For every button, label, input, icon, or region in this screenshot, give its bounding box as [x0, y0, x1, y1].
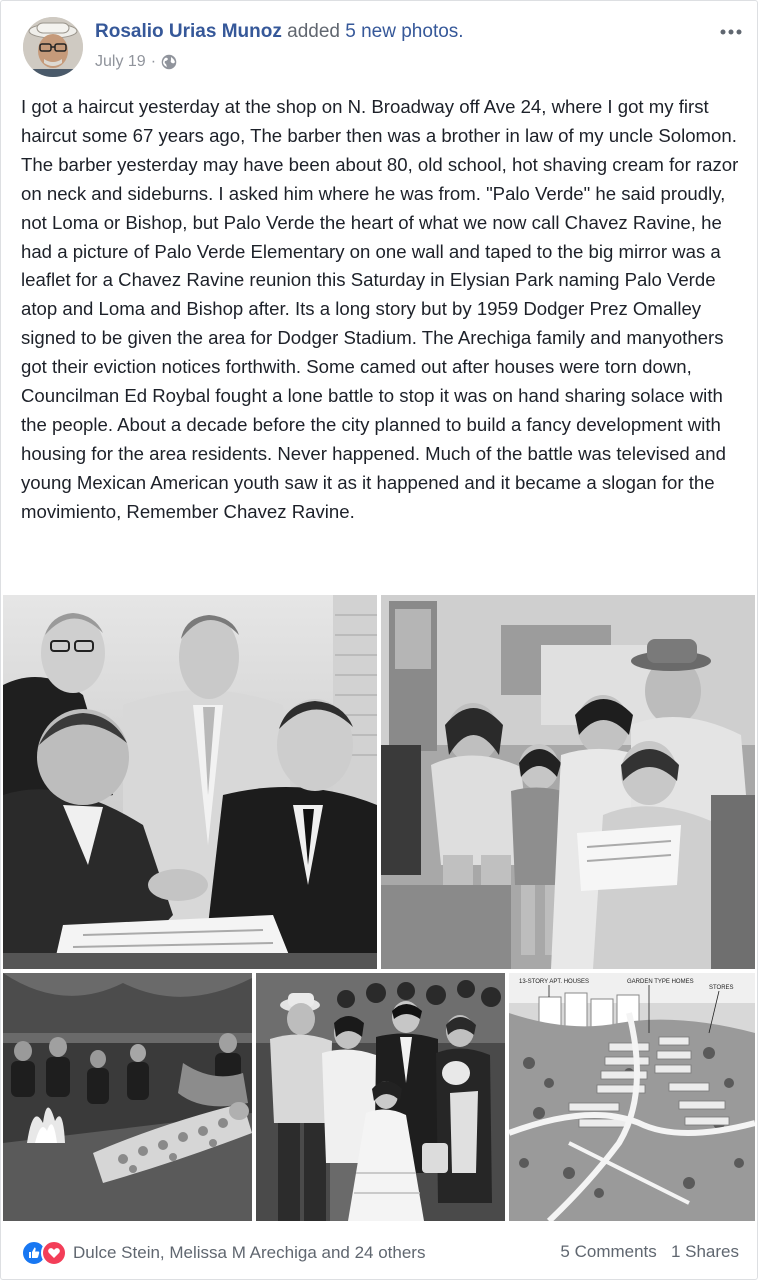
map-label-apartments: 13-STORY APT. HOUSES [519, 979, 590, 985]
post-date[interactable]: July 19 [95, 53, 146, 70]
globe-icon[interactable] [161, 54, 177, 70]
author-avatar[interactable] [23, 17, 83, 77]
post-meta [95, 53, 177, 71]
post-footer [21, 1237, 739, 1269]
date-separator: · [150, 53, 157, 70]
post-header [23, 17, 743, 79]
reactors-text[interactable]: Dulce Stein, Melissa M Arechiga and 24 others [73, 1243, 426, 1262]
more-options-icon[interactable] [719, 19, 743, 39]
map-label-garden-homes: GARDEN TYPE HOMES [627, 979, 694, 985]
photo-campfire[interactable] [3, 973, 252, 1221]
photo-grid [3, 595, 755, 1221]
engagement-counts [560, 1242, 739, 1262]
author-name[interactable]: Rosalio Urias Munoz [95, 21, 282, 42]
photo-development-plan[interactable] [509, 973, 755, 1221]
photo-family-reading[interactable] [381, 595, 755, 969]
author-line [95, 21, 464, 43]
map-label-stores: STORES [709, 985, 734, 991]
shares-count[interactable]: 1 Shares [670, 1242, 739, 1261]
comments-count[interactable]: 5 Comments [560, 1242, 657, 1261]
reactions-summary[interactable] [21, 1240, 425, 1266]
post-body-text: I got a haircut yesterday at the shop on N. Broadway off Ave 24, where I got my first haircut some 67 years ago, The barber then was a brother in law of my uncle Solomon. The barber yesterday may have been about 80, old school, hot shaving cream for razor on neck and sideburns. I asked him where he was from. "Palo Verde" he said proudly, not Loma or Bishop, but Palo Verde the heart of what we now call Chavez Ravine, he had a picture of Palo Verde Elementary on one wall and taped to the big mirror was a leaflet for a Chavez Ravine reunion this Saturday in Elysian Park naming Palo Verde atop and Loma and Bishop after. Its a long story but by 1959 Dodger Prez Omalley signed to be given the area for Dodger Stadium. The Arechiga family and manyothers got their eviction notices forthwith. Some camed out after houses were torn down, Councilman Ed Roybal fought a lone battle to stop it was on hand sharing solace with the people. About a decade before the city planned to build a fancy development with housing for the area residents. Never happened. Much of the battle was televised and young Mexican American youth saw it as it happened and it became a slogan for the movimiento, Remember Chavez Ravine. [21, 96, 739, 522]
post-action-text: added [287, 21, 340, 42]
photos-link[interactable]: 5 new photos. [345, 21, 464, 42]
photo-men-at-desk[interactable] [3, 595, 377, 969]
love-icon [41, 1240, 67, 1266]
photo-crowd-with-girl[interactable] [256, 973, 505, 1221]
